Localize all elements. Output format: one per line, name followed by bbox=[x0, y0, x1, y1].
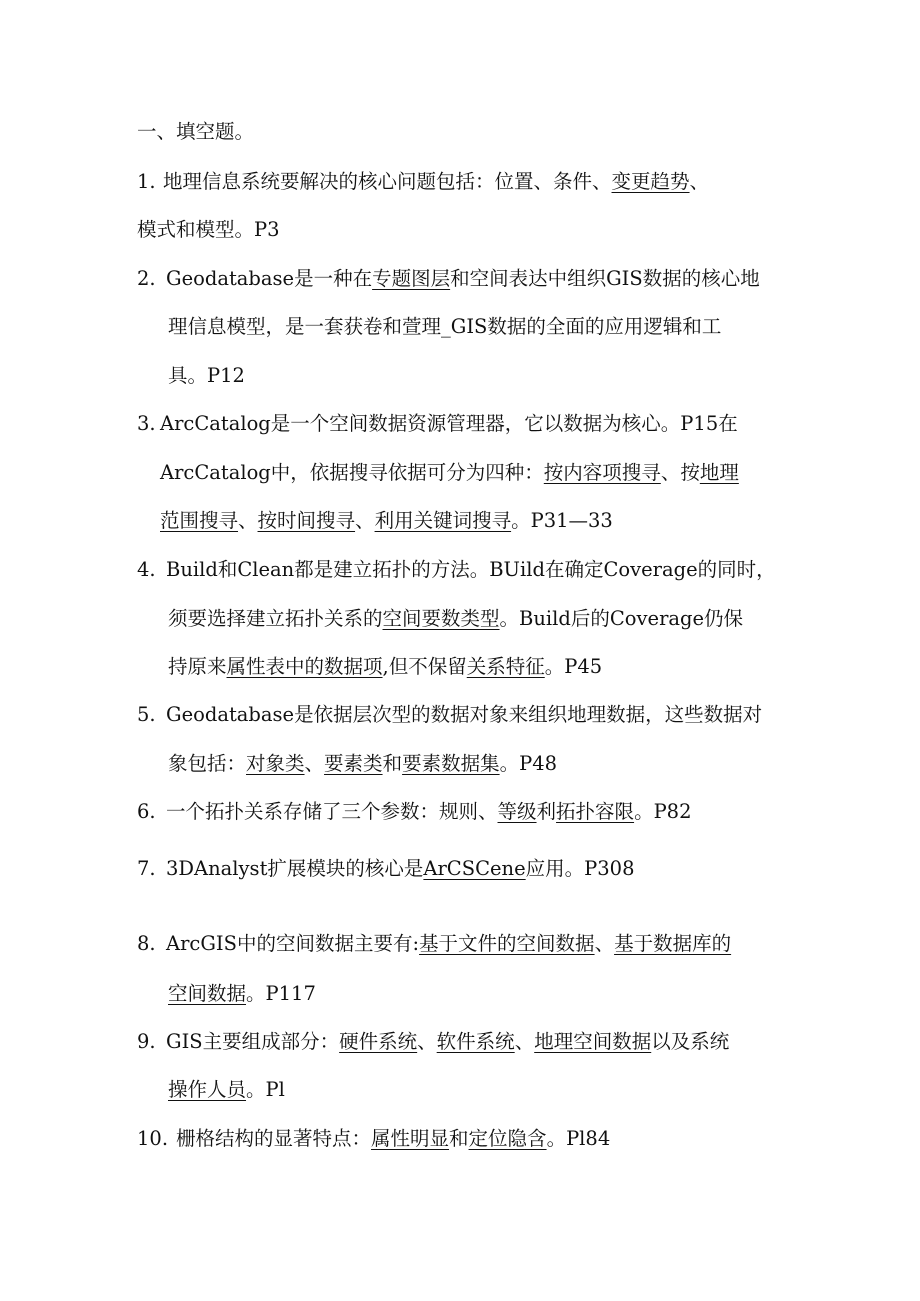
question-text: 栅格结构的显著特点： bbox=[176, 1127, 372, 1150]
question-text: 、 bbox=[417, 1030, 437, 1053]
question-line bbox=[160, 459, 739, 487]
question-text: 3DAnalyst扩展模块的核心是 bbox=[166, 857, 424, 880]
answer-blank: ArCSCene bbox=[423, 857, 526, 880]
answer-blank: 要素类 bbox=[324, 752, 383, 775]
answer-blank: 地理空间数据 bbox=[534, 1030, 652, 1053]
question-number: 1. bbox=[137, 170, 156, 193]
question-number: 7. bbox=[137, 857, 156, 880]
question-text: 、 bbox=[689, 170, 710, 193]
answer-blank: 定位隐含 bbox=[468, 1127, 547, 1150]
answer-blank: 按时间搜寻 bbox=[257, 509, 356, 532]
question-text: 持原来 bbox=[168, 655, 227, 678]
question-text: Build和Clean都是建立拓扑的方法。BUild在确定Coverage的同时， bbox=[166, 558, 776, 581]
answer-blank: 对象类 bbox=[246, 752, 305, 775]
question-line bbox=[160, 507, 613, 535]
question-number: 3. bbox=[137, 412, 156, 435]
question-text: 。P82 bbox=[634, 800, 692, 823]
question-line bbox=[168, 980, 316, 1008]
answer-blank: 变更趋势 bbox=[611, 170, 690, 193]
question-line bbox=[168, 750, 557, 778]
answer-blank: 要素数据集 bbox=[402, 752, 500, 775]
question-text: 理信息模型，是一套获卷和萱理_GIS数据的全面的应用逻辑和工 bbox=[168, 315, 722, 338]
question-line bbox=[163, 168, 709, 196]
question-text: 、 bbox=[355, 509, 375, 532]
question-text: 须要选择建立拓扑关系的 bbox=[168, 607, 383, 630]
question-number: 6. bbox=[137, 800, 156, 823]
question-text: 、 bbox=[238, 509, 258, 532]
question-text: Geodatabase是依据层次型的数据对象来组织地理数据，这些数据对 bbox=[166, 703, 763, 726]
question-text: 、 bbox=[304, 752, 325, 775]
question-text: 具。P12 bbox=[168, 364, 245, 387]
question-line bbox=[176, 1125, 610, 1153]
answer-blank: 按内容项搜寻 bbox=[543, 461, 661, 484]
question-text: 。Pl bbox=[246, 1078, 285, 1101]
question-text: 利 bbox=[536, 800, 557, 823]
question-text: 和 bbox=[382, 752, 403, 775]
question-line bbox=[166, 265, 760, 293]
question-line bbox=[166, 556, 776, 584]
question-line bbox=[166, 930, 731, 958]
answer-blank: 硬件系统 bbox=[339, 1030, 418, 1053]
question-line bbox=[168, 605, 743, 633]
question-text: 。Pl84 bbox=[546, 1127, 611, 1150]
question-text: 。P117 bbox=[246, 982, 316, 1005]
question-text: 象包括： bbox=[168, 752, 247, 775]
answer-blank: 空间数据 bbox=[168, 982, 247, 1005]
question-number: 4. bbox=[137, 558, 156, 581]
answer-blank: 属性明显 bbox=[371, 1127, 450, 1150]
question-text: 、 bbox=[594, 932, 615, 955]
question-line bbox=[166, 798, 692, 826]
answer-blank: 利用关键词搜寻 bbox=[374, 509, 512, 532]
answer-blank: 拓扑容限 bbox=[556, 800, 635, 823]
question-line bbox=[160, 410, 738, 438]
answer-blank: 专题图层 bbox=[372, 267, 451, 290]
answer-blank: 关系特征 bbox=[466, 655, 545, 678]
answer-blank: 基于数据库的 bbox=[614, 932, 732, 955]
question-line bbox=[166, 855, 635, 883]
answer-blank: 基于文件的空间数据 bbox=[419, 932, 595, 955]
question-number: 2. bbox=[137, 267, 156, 290]
answer-blank: 地理 bbox=[699, 461, 739, 484]
question-text: 以及系统 bbox=[651, 1030, 730, 1053]
question-text: 应用。P308 bbox=[525, 857, 635, 880]
question-text: ArcCatalog中，依据搜寻依据可分为四种： bbox=[160, 461, 544, 484]
question-text: 、按 bbox=[660, 461, 700, 484]
question-text: ,但不保留 bbox=[382, 655, 467, 678]
answer-blank: 操作人员 bbox=[168, 1078, 247, 1101]
question-line bbox=[166, 701, 762, 729]
answer-blank: 等级 bbox=[497, 800, 537, 823]
question-line bbox=[137, 216, 280, 244]
question-line bbox=[168, 362, 245, 390]
question-text: 。Build后的Coverage仍保 bbox=[499, 607, 744, 630]
question-text: GIS主要组成部分： bbox=[166, 1030, 340, 1053]
question-text: 和空间表达中组织GIS数据的核心地 bbox=[450, 267, 760, 290]
section-heading: 一、填空题。 bbox=[137, 120, 255, 143]
question-text: 地理信息系统要解决的核心问题包括：位置、条件、 bbox=[163, 170, 612, 193]
question-number: 8. bbox=[137, 932, 156, 955]
question-text: 。P48 bbox=[499, 752, 558, 775]
question-number: 10. bbox=[137, 1127, 169, 1150]
question-number: 9. bbox=[137, 1030, 156, 1053]
question-text: 。P31—33 bbox=[511, 509, 613, 532]
question-line bbox=[168, 1076, 285, 1104]
question-line bbox=[166, 1028, 729, 1056]
question-line bbox=[168, 653, 602, 681]
answer-blank: 空间要数类型 bbox=[382, 607, 500, 630]
question-text: 和 bbox=[449, 1127, 469, 1150]
question-text: 模式和模型。P3 bbox=[137, 218, 280, 241]
question-text: 、 bbox=[514, 1030, 535, 1053]
question-text: 。P45 bbox=[544, 655, 603, 678]
question-text: ArcCatalog是一个空间数据资源管理器，它以数据为核心。P15在 bbox=[160, 412, 738, 435]
question-number: 5. bbox=[137, 703, 156, 726]
question-text: ArcGIS中的空间数据主要有: bbox=[166, 932, 420, 955]
question-text: Geodatabase是一种在 bbox=[166, 267, 373, 290]
answer-blank: 属性表中的数据项 bbox=[226, 655, 383, 678]
question-text: 一个拓扑关系存储了三个参数：规则、 bbox=[166, 800, 498, 823]
answer-blank: 软件系统 bbox=[436, 1030, 515, 1053]
answer-blank: 范围搜寻 bbox=[160, 509, 239, 532]
question-line bbox=[168, 313, 721, 341]
